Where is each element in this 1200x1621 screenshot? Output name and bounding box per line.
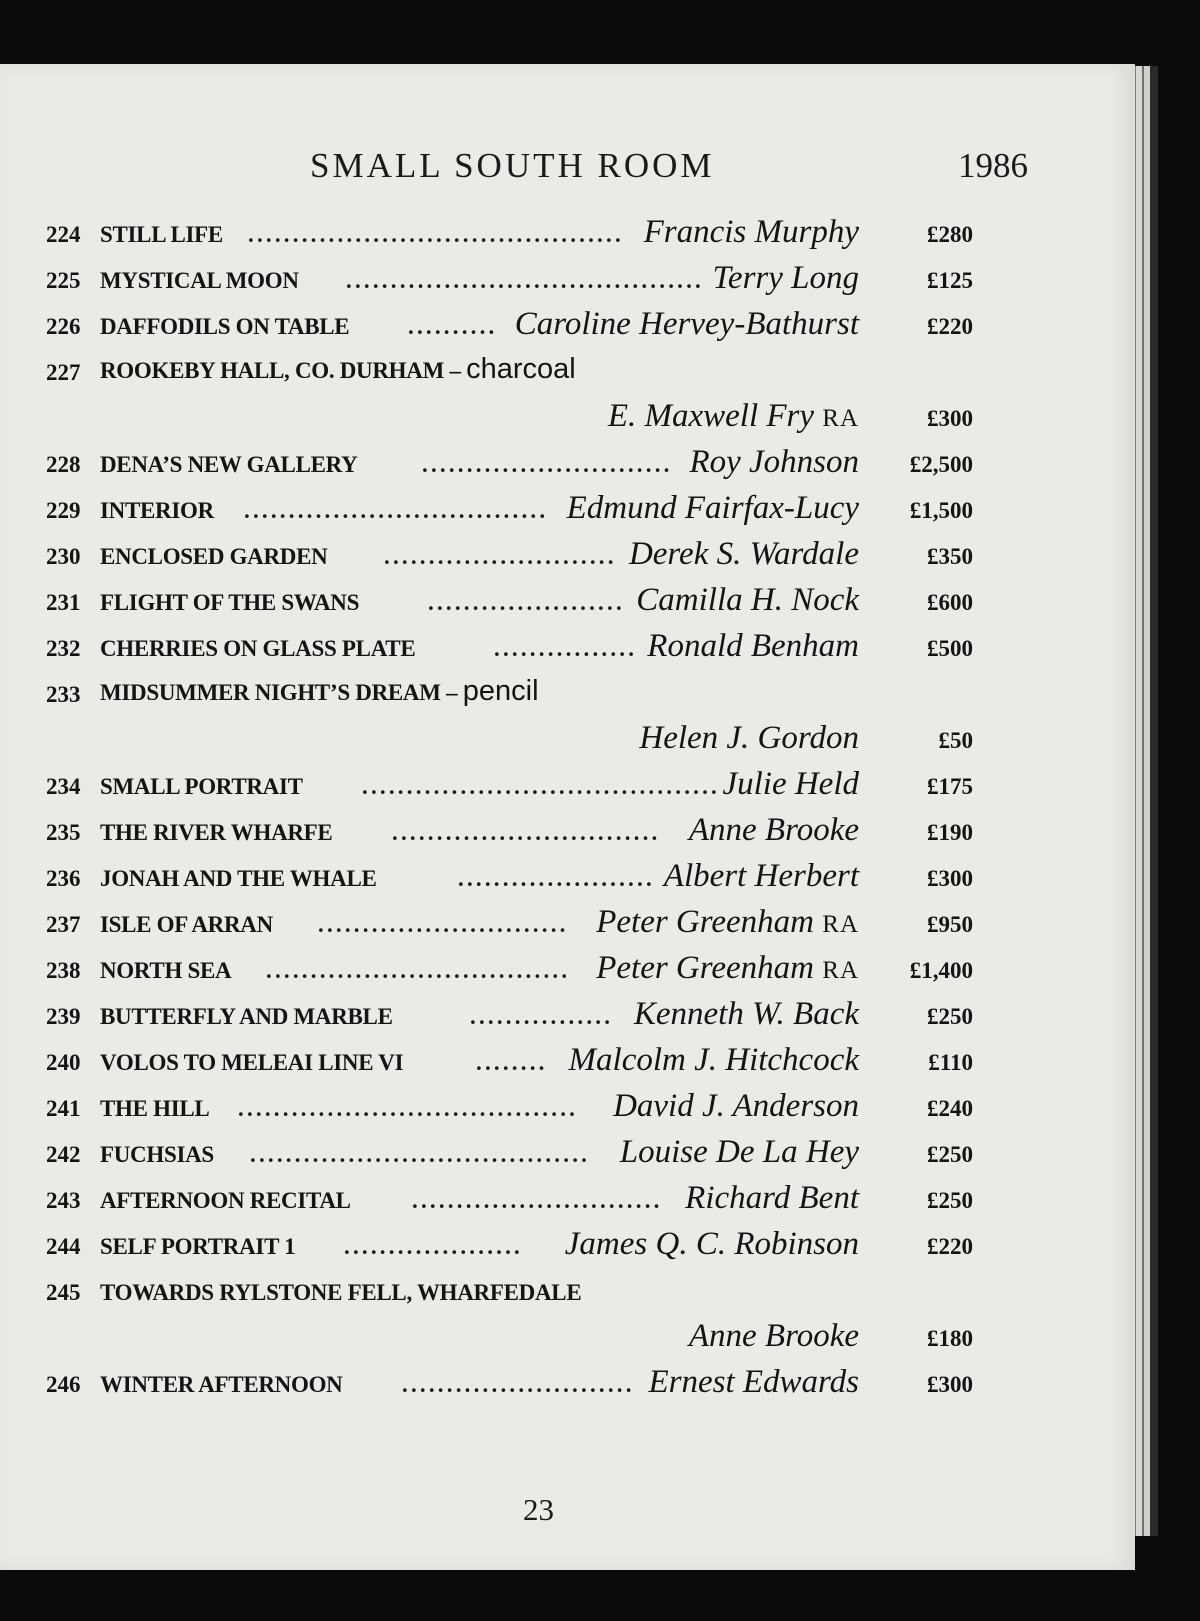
- leader-dots: ..........................: [384, 544, 617, 569]
- entry-row: [0, 904, 1135, 944]
- entry-number: 234: [46, 774, 81, 799]
- entry-row: [0, 858, 1135, 898]
- entry-row-continuation: [0, 398, 1135, 438]
- entry-row: [0, 950, 1135, 990]
- entry-price: £1,500: [909, 498, 973, 523]
- entry-artist: Peter Greenham RA: [596, 950, 859, 986]
- entry-artist: Peter Greenham RA: [596, 904, 859, 940]
- entry-title: CHERRIES ON GLASS PLATE: [100, 636, 416, 661]
- entry-title: ROOKEBY HALL, CO. DURHAM – charcoal: [100, 353, 576, 385]
- leader-dots: ........: [476, 1050, 548, 1075]
- entry-row: [0, 1180, 1135, 1220]
- entry-title: SMALL PORTRAIT: [100, 774, 303, 799]
- entry-number: 238: [46, 958, 81, 983]
- entry-number: 237: [46, 912, 81, 937]
- entry-artist: David J. Anderson: [613, 1088, 859, 1124]
- entry-number: 239: [46, 1004, 81, 1029]
- leader-dots: ........................................: [346, 268, 704, 293]
- entry-price: £250: [927, 1142, 973, 1167]
- entry-number: 236: [46, 866, 81, 891]
- artist-honour: RA: [822, 957, 859, 984]
- leader-dots: ..........................................: [248, 222, 624, 247]
- page-header: [0, 146, 1135, 186]
- entry-number: 228: [46, 452, 81, 477]
- entry-artist: Derek S. Wardale: [628, 536, 859, 572]
- entry-row: [0, 1042, 1135, 1082]
- entry-row: [0, 674, 1135, 714]
- entry-title: MYSTICAL MOON: [100, 268, 299, 293]
- entry-title: THE HILL: [100, 1096, 210, 1121]
- artist-honour: RA: [822, 405, 859, 432]
- leader-dots: ......................: [428, 590, 625, 615]
- entry-artist: Albert Herbert: [663, 858, 859, 894]
- entry-price: £300: [927, 1372, 973, 1397]
- entry-artist: Edmund Fairfax-Lucy: [566, 490, 859, 526]
- entry-number: 224: [46, 222, 81, 247]
- entry-artist: James Q. C. Robinson: [564, 1226, 859, 1262]
- entry-title: DENA’S NEW GALLERY: [100, 452, 358, 477]
- leader-dots: ........................................: [362, 774, 720, 799]
- entry-row-continuation: [0, 1318, 1135, 1358]
- entry-price: £2,500: [909, 452, 973, 477]
- entry-title: JONAH AND THE WHALE: [100, 866, 377, 891]
- entry-row: [0, 490, 1135, 530]
- entry-medium: pencil: [462, 675, 539, 707]
- entry-price: £125: [927, 268, 973, 293]
- entry-number: 245: [46, 1280, 81, 1305]
- entry-row: [0, 536, 1135, 576]
- entry-row: [0, 1134, 1135, 1174]
- leader-dots: ..................................: [244, 498, 549, 523]
- entry-number: 225: [46, 268, 81, 293]
- entry-price: £180: [927, 1326, 973, 1351]
- entry-row-continuation: [0, 720, 1135, 760]
- entry-price: £280: [927, 222, 973, 247]
- entry-artist: Anne Brooke: [688, 1318, 859, 1354]
- entry-row: [0, 812, 1135, 852]
- entry-row: [0, 1364, 1135, 1404]
- entry-price: £220: [927, 1234, 973, 1259]
- entry-artist: Ronald Benham: [647, 628, 859, 664]
- entry-artist: E. Maxwell Fry RA: [607, 398, 859, 434]
- entry-price: £500: [927, 636, 973, 661]
- entry-number: 232: [46, 636, 81, 661]
- entry-title: FUCHSIAS: [100, 1142, 214, 1167]
- entry-artist: Anne Brooke: [688, 812, 859, 848]
- entry-title: INTERIOR: [100, 498, 214, 523]
- entry-artist: Helen J. Gordon: [639, 720, 859, 756]
- entry-price: £600: [927, 590, 973, 615]
- leader-dots: ................: [494, 636, 638, 661]
- entry-row: [0, 996, 1135, 1036]
- entry-row: [0, 352, 1135, 392]
- entry-number: 246: [46, 1372, 81, 1397]
- entry-row: [0, 582, 1135, 622]
- entry-title: MIDSUMMER NIGHT’S DREAM – pencil: [100, 675, 539, 707]
- leader-dots: ......................................: [250, 1142, 591, 1167]
- entry-title: TOWARDS RYLSTONE FELL, WHARFEDALE: [100, 1280, 582, 1305]
- entry-row: [0, 628, 1135, 668]
- leader-dots: ............................: [422, 452, 673, 477]
- entry-row: [0, 260, 1135, 300]
- entry-title: DAFFODILS ON TABLE: [100, 314, 350, 339]
- entry-title: THE RIVER WHARFE: [100, 820, 333, 845]
- entry-number: 233: [46, 682, 81, 707]
- entry-title: NORTH SEA: [100, 958, 232, 983]
- entry-title: STILL LIFE: [100, 222, 223, 247]
- leader-dots: ................: [470, 1004, 614, 1029]
- entry-artist: Roy Johnson: [689, 444, 859, 480]
- entry-number: 242: [46, 1142, 81, 1167]
- entry-price: £300: [927, 406, 973, 431]
- entry-artist: Ernest Edwards: [648, 1364, 859, 1400]
- entry-artist: Louise De La Hey: [619, 1134, 859, 1170]
- entry-row: [0, 1226, 1135, 1266]
- entry-medium: charcoal: [466, 353, 576, 385]
- entry-price: £350: [927, 544, 973, 569]
- artist-honour: RA: [822, 911, 859, 938]
- entry-price: £220: [927, 314, 973, 339]
- leader-dots: ..................................: [266, 958, 571, 983]
- room-title: SMALL SOUTH ROOM: [310, 146, 715, 185]
- entry-title: AFTERNOON RECITAL: [100, 1188, 351, 1213]
- entry-artist: Camilla H. Nock: [636, 582, 859, 618]
- entry-row: [0, 766, 1135, 806]
- catalogue-year: 1986: [958, 146, 1028, 185]
- entry-number: 230: [46, 544, 81, 569]
- entry-row: [0, 1272, 1135, 1312]
- entry-number: 231: [46, 590, 81, 615]
- leader-dots: ..........................: [402, 1372, 635, 1397]
- entry-title: FLIGHT OF THE SWANS: [100, 590, 360, 615]
- entry-artist: Malcolm J. Hitchcock: [568, 1042, 859, 1078]
- entry-number: 227: [46, 360, 81, 385]
- entry-number: 240: [46, 1050, 81, 1075]
- entry-price: £190: [927, 820, 973, 845]
- entry-row: [0, 306, 1135, 346]
- entry-artist: Julie Held: [722, 766, 859, 802]
- leader-dots: ......................................: [238, 1096, 579, 1121]
- leader-dots: ....................: [344, 1234, 523, 1259]
- entry-price: £250: [927, 1188, 973, 1213]
- entry-artist: Richard Bent: [685, 1180, 859, 1216]
- entry-number: 244: [46, 1234, 81, 1259]
- entry-row: [0, 214, 1135, 254]
- entry-price: £950: [927, 912, 973, 937]
- entry-title: ENCLOSED GARDEN: [100, 544, 328, 569]
- entry-number: 243: [46, 1188, 81, 1213]
- leader-dots: ..........: [408, 314, 498, 339]
- entry-number: 235: [46, 820, 81, 845]
- entry-title: WINTER AFTERNOON: [100, 1372, 343, 1397]
- leader-dots: ......................: [458, 866, 655, 891]
- entry-price: £1,400: [909, 958, 973, 983]
- entry-price: £175: [927, 774, 973, 799]
- catalogue-page: [0, 64, 1135, 1570]
- entry-artist: Kenneth W. Back: [633, 996, 859, 1032]
- entry-price: £240: [927, 1096, 973, 1121]
- entry-price: £110: [928, 1050, 973, 1075]
- entry-artist: Francis Murphy: [643, 214, 859, 250]
- entry-price: £50: [938, 728, 973, 753]
- entry-number: 226: [46, 314, 81, 339]
- entry-title: SELF PORTRAIT 1: [100, 1234, 296, 1259]
- page-number: 23: [523, 1492, 554, 1527]
- entry-title: ISLE OF ARRAN: [100, 912, 273, 937]
- leader-dots: ............................: [318, 912, 569, 937]
- entry-number: 229: [46, 498, 81, 523]
- entry-row: [0, 444, 1135, 484]
- entry-price: £250: [927, 1004, 973, 1029]
- entry-row: [0, 1088, 1135, 1128]
- entry-number: 241: [46, 1096, 81, 1121]
- leader-dots: ............................: [412, 1188, 663, 1213]
- entry-artist: Caroline Hervey-Bathurst: [514, 306, 859, 342]
- entry-artist: Terry Long: [712, 260, 859, 296]
- entry-title: BUTTERFLY AND MARBLE: [100, 1004, 393, 1029]
- entry-price: £300: [927, 866, 973, 891]
- entry-title: VOLOS TO MELEAI LINE VI: [100, 1050, 404, 1075]
- leader-dots: ..............................: [392, 820, 661, 845]
